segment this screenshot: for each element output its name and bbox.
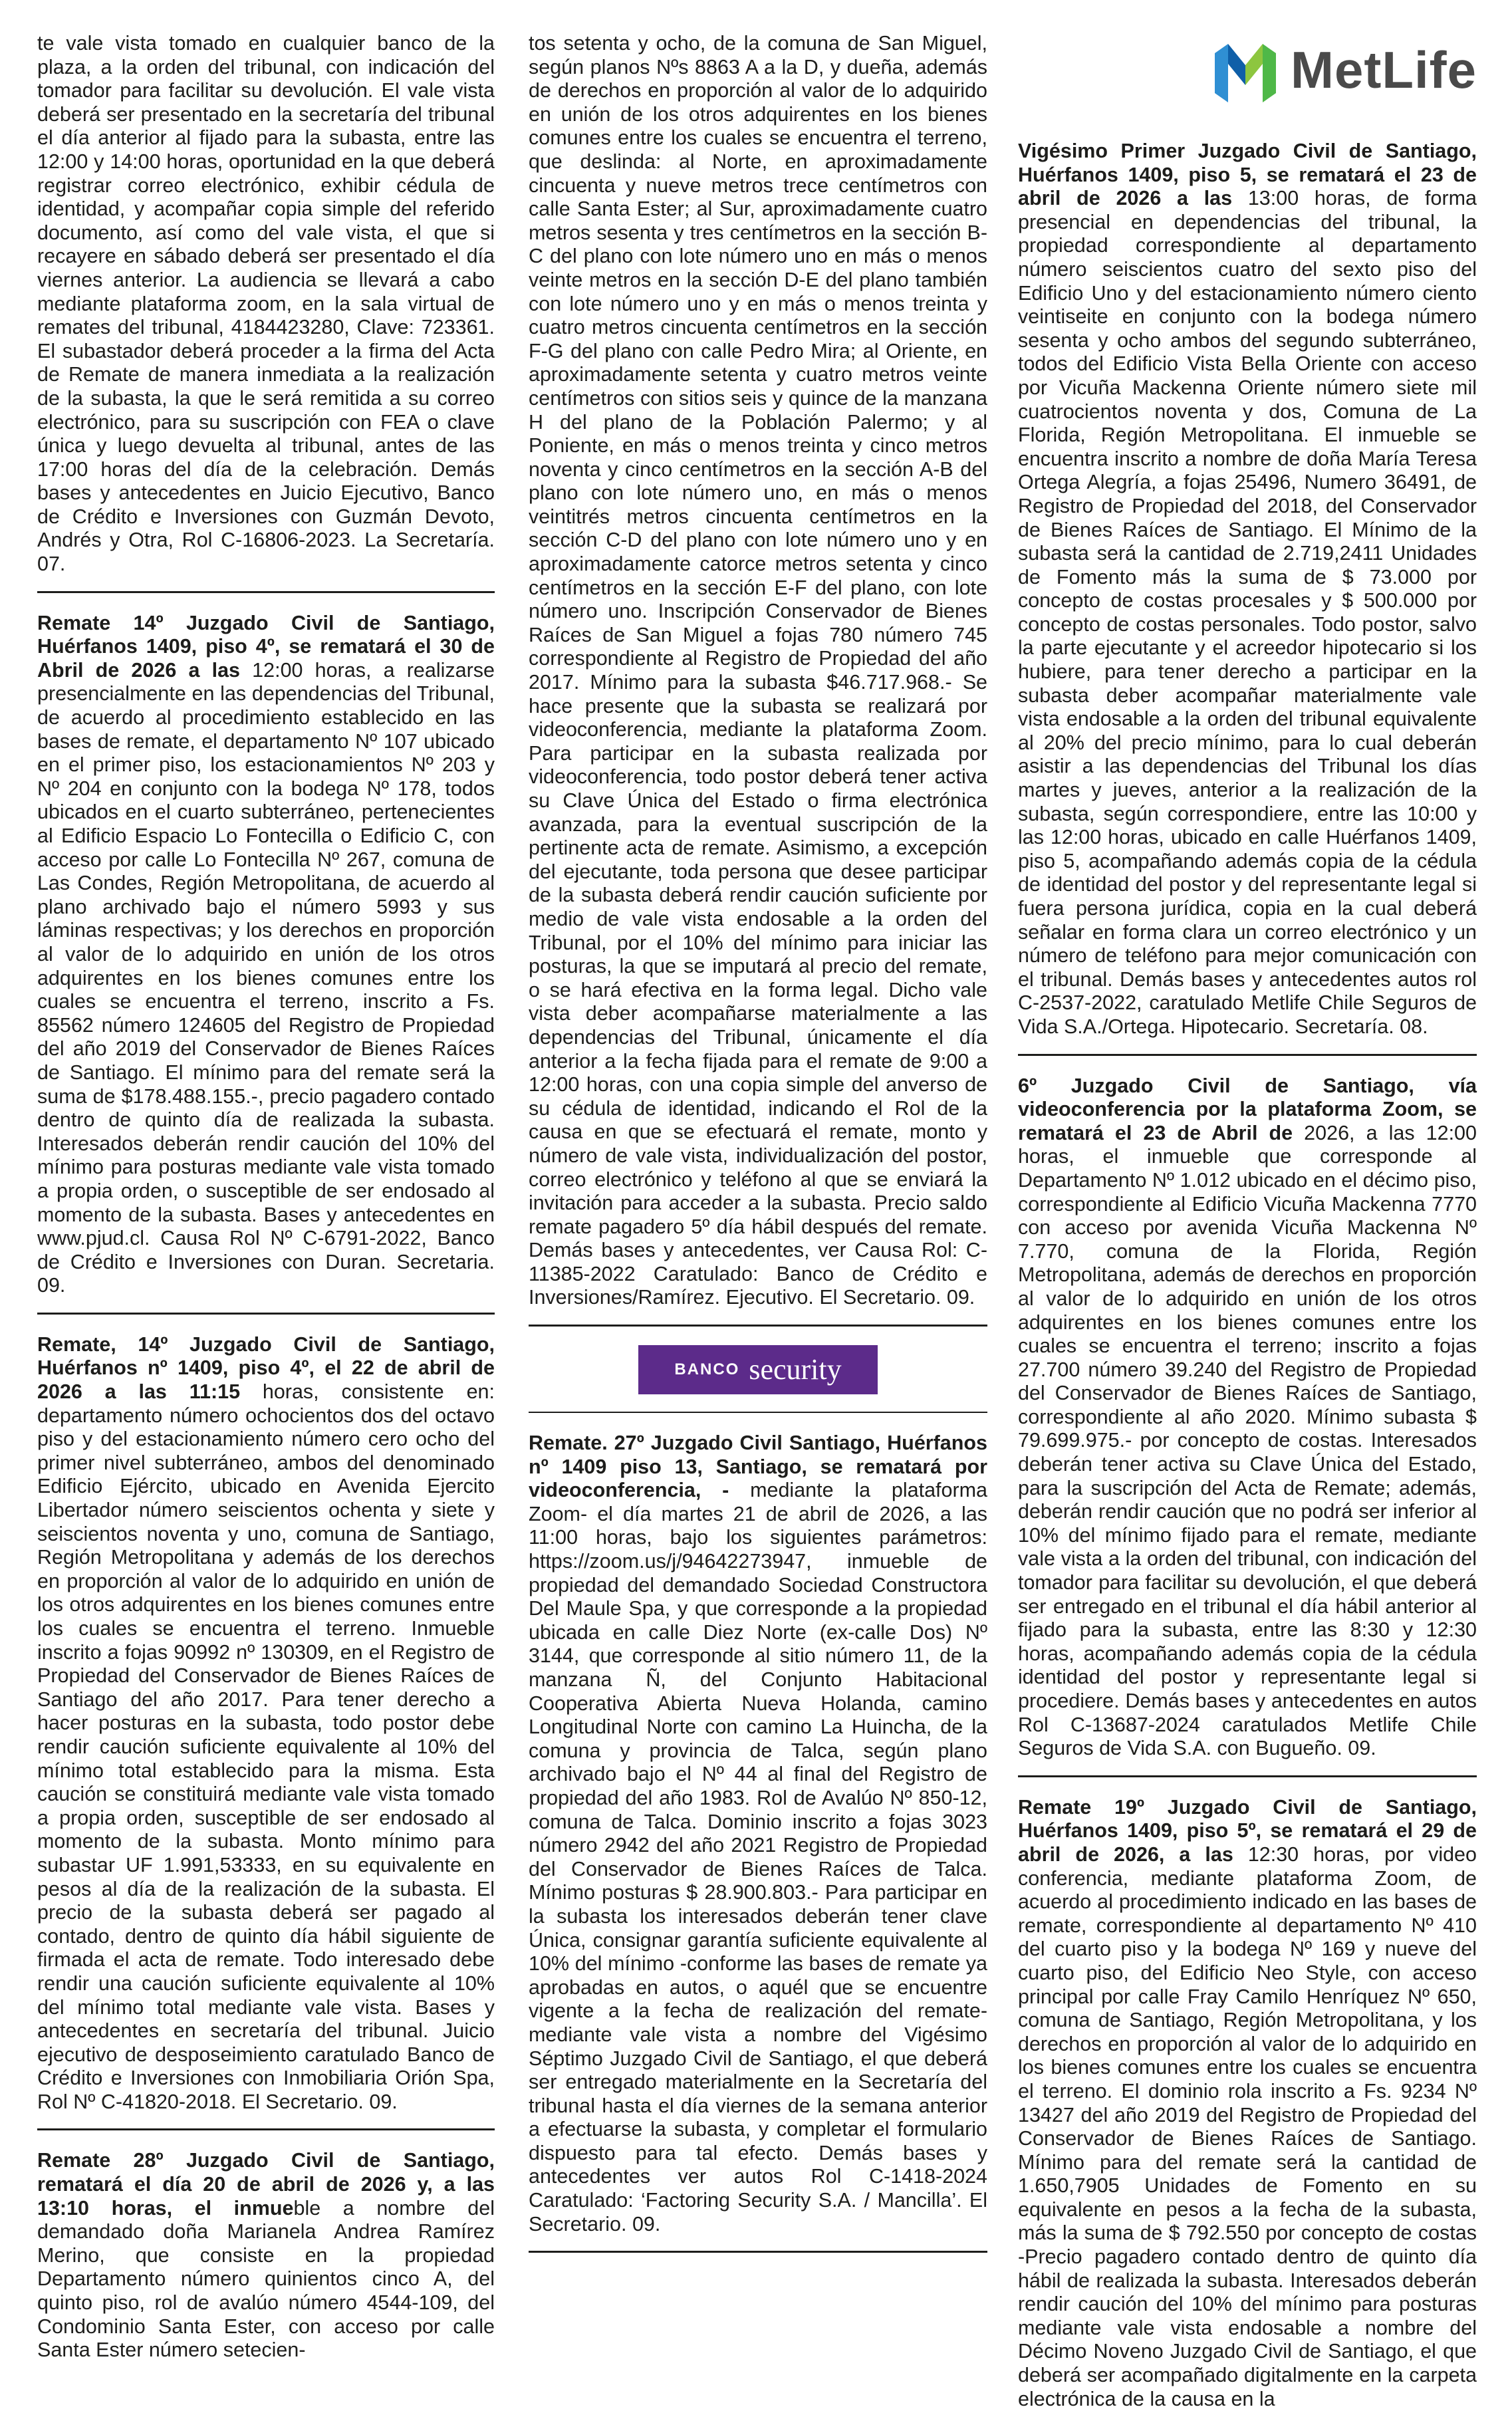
notice-continuation [529, 32, 987, 1310]
divider [529, 1325, 987, 1327]
notice-text: ble a nombre del demandado doña Marianela Andrea Ramírez Merino, que consiste en la propiedad Departamento número quinientos cinco A, del quinto piso, rol de avalúo número 4544-109, del Condominio Santa Ester, con acceso por calle Santa Ester número setecien- [37, 2196, 495, 2362]
notice-6-juzgado [1018, 1075, 1477, 1761]
divider [529, 1412, 987, 1413]
notice-text: 12:00 horas, a realizarse presencialmente en las dependencias del Tribunal, de acuerdo al procedimiento establecido en las bases de remate, el departamento Nº 107 ubicado en el primer piso, los estacionamientos Nº 203 y Nº 204 en conjunto con la bodega Nº 178, todos ubicados en el cuarto subterráneo, pertenecientes al Edificio Espacio Lo Fontecilla o Edificio C, con acceso por calle Lo Fontecilla Nº 267, comuna de Las Condes, Región Metropolitana, de acuerdo al plano archivado bajo el número 5993 y sus láminas respectivas; y los derechos en proporción al valor de lo adquirido en unión de los otros adquirentes en los bienes comunes entre los cuales se encuentra el terreno, inscrito a Fs. 85562 número 124605 del Registro de Propiedad del año 2019 del Conservador de Bienes Raíces de Santiago. El mínimo para del remate será la suma de $178.488.155.-, precio pagadero contado dentro de quinto día de realizada la subasta. Interesados deberán rendir caución del 10% del mínimo para posturas mediante vale vista tomado a propia orden, o susceptible de ser endosado al momento de la subasta. Bases y antecedentes en www.pjud.cl. Causa Rol Nº C-6791-2022, Banco de Crédito e Inversiones con Duran. Secretaria. 09. [37, 658, 495, 1297]
notice-remate-27-juzgado [529, 1432, 987, 2236]
logo-text-banco: BANCO [674, 1360, 740, 1379]
column-2 [529, 32, 987, 2271]
divider [1018, 1775, 1477, 1777]
notice-heading: Remate, 14º Juzgado Civil de Santiago, Huérfanos nº 1409, piso 4º, el 22 de abril de 2026 a las 11:15 [37, 1332, 495, 1404]
banco-security-logo [638, 1345, 878, 1394]
notice-remate-28-juzgado [37, 2149, 495, 2362]
notice-text: horas, consistente en: departamento número ochocientos dos del octavo piso y del estacionamiento número cero ocho del primer nivel subterráneo, ambos del denominado Edificio Ejército, ubicado en Avenida Ejercito Libertador número seiscientos ochenta y siete y seiscientos noventa y uno, comuna de Santiago, Región Metropolitana y además de los derechos en proporción al valor de lo adquirido en unión de los otros adquirentes en los bienes comunes entre los cuales se encuentra el terreno. Inmueble inscrito a fojas 90992 nº 130309, en el Registro de Propiedad del Conservador de Bienes Raíces de Santiago del año 2017. Para tener derecho a hacer posturas en la subasta, todo postor debe rendir caución suficiente equivalente al 10% del mínimo total establecido para la misma. Esta caución se constituirá mediante vale vista tomado a propia orden, susceptible de ser endosado al momento de la subasta. Monto mínimo para subastar UF 1.991,53333, en su equivalente en pesos al día de la realización de la subasta. El precio de la subasta deberá ser pagado al contado, dentro de quinto día hábil siguiente de firmada el acta de remate. Todo interesado debe rendir una caución suficiente equivalente al 10% del mínimo total mediante vale vista. Bases y antecedentes en secretaría del tribunal. Juicio ejecutivo de desposeimiento caratulado Banco de Crédito e Inversiones con Inmobiliaria Orión Spa, Rol Nº C-41820-2018. El Secretario. 09. [37, 1380, 495, 2113]
notice-heading: Remate 14º Juzgado Civil de Santiago, Huérfanos 1409, piso 4º, se rematará el 30 de Abril de 2026 a las [37, 611, 495, 682]
notice-text: 2026, a las 12:00 horas, el inmueble que corresponde al Departamento Nº 1.012 ubicado en el décimo piso, correspondiente al Edificio Vicuña Mackenna 7770 con acceso por avenida Vicuña Mackenna Nº 7.770, comuna de la Florida, Región Metropolitana, además de derechos en proporción al valor de lo adquirido en unión de los otros adquirentes en los bienes comunes entre los cuales se encuentra el terreno; inscrito a fojas 27.700 número 39.240 del Registro de Propiedad del Conservador de Bienes Raíces de Santiago, correspondiente al año 2020. Mínimo subasta $ 79.699.975.- por concepto de costas. Interesados deberán tener activa su Clave Única del Estado, para la suscripción del Acta de Remate; además, deberán rendir caución que no podrá ser inferior al 10% del mínimo fijado para el remate, mediante vale vista a la orden del tribunal, con indicación del tomador para facilitar su devolución, el que deberá ser entregado en el tribunal el día hábil anterior al fijado para la subasta, entre las 8:30 y 12:30 horas, acompañando además copia de la cédula identidad del postor y representante legal si procediere. Demás bases y antecedentes en autos Rol C-13687-2024 caratulados Metlife Chile Seguros de Vida S.A. con Bugueño. 09. [1018, 1121, 1477, 1760]
divider [529, 2251, 987, 2253]
divider [1018, 1054, 1477, 1056]
metlife-logo [1018, 28, 1477, 113]
column-1 [37, 32, 495, 2362]
column-3 [1018, 32, 1477, 2411]
metlife-m-icon [1215, 39, 1276, 102]
divider [37, 2128, 495, 2130]
notice-remate-14-juzgado-a [37, 612, 495, 1298]
notice-text: te vale vista tomado en cualquier banco de la plaza, a la orden del tribunal, con indicación del tomador para facilitar su devolución. El vale vista deberá ser presentado en la secretaría del tribunal el día anterior al fijado para la subasta, entre las 12:00 y 14:00 horas, oportunidad en la que deberá registrar correo electrónico, exhibir cédula de identidad, y acompañar copia simple del referido documento, así como del vale vista, el que si recayere en sábado deberá ser presentado el día viernes anterior. La audiencia se llevará a cabo mediante plataforma zoom, en la sala virtual de remates del tribunal, 4184423280, Clave: 723361. El subastador deberá proceder a la firma del Acta de Remate de manera inmediata a la realización de la subasta, la que le será remitida a su correo electrónico, para su suscripción con FEA o clave única y luego devuelta al tribunal, antes de las 17:00 horas del día de la celebración. Demás bases y antecedentes en Juicio Ejecutivo, Banco de Crédito e Inversiones con Guzmán Devoto, Andrés y Otra, Rol C-16806-2023. La Secretaría. 07. [37, 32, 495, 576]
notice-continuation [37, 32, 495, 576]
notice-heading: 6º Juzgado Civil de Santiago, vía videoconferencia por la plataforma Zoom, se rematará el 23 de Abril de [1018, 1074, 1477, 1144]
notice-text: 12:30 horas, por video conferencia, mediante plataforma Zoom, de acuerdo al procedimiento indicado en las bases de remate, correspondiente al departamento Nº 410 del cuarto piso y la bodega Nº 169 y nueve del cuarto piso, del Edificio Neo Style, con acceso principal por calle Fray Camilo Henríquez Nº 650, comuna de Santiago, Región Metropolitana, y los derechos en proporción al valor de lo adquirido en los bienes comunes entre los cuales se encuentra el terreno. El dominio rola inscrito a Fs. 9234 Nº 13427 del año 2019 del Registro de Propiedad del Conservador de Bienes Raíces de Santiago. Mínimo para del remate será la cantidad de 1.650,7905 Unidades de Fomento en su equivalente en pesos a la fecha de la subasta, más la suma de $ 792.550 por concepto de costas -Precio pagadero contado dentro de quinto día hábil de realizada la subasta. Interesados deberán rendir caución del 10% del mínimo para posturas mediante vale vista endosable a nombre del Décimo Noveno Juzgado Civil de Santiago, el que deberá ser acompañado digitalmente en la carpeta electrónica de la causa en la [1018, 1842, 1477, 2410]
notice-remate-14-juzgado-b [37, 1333, 495, 2114]
divider [37, 1313, 495, 1315]
metlife-wordmark: MetLife [1291, 41, 1477, 100]
notice-vigesimo-primer-juzgado [1018, 140, 1477, 1039]
notice-heading: Vigésimo Primer Juzgado Civil de Santiago, Huérfanos 1409, piso 5, se rematará el 23 de abril de 2026 a las [1018, 140, 1477, 210]
notice-heading: Remate. 27º Juzgado Civil Santiago, Huérfanos nº 1409 piso 13, Santiago, se rematará por videoconferencia, - [529, 1432, 987, 1502]
logo-text-security: security [749, 1353, 842, 1386]
notice-heading: Remate 19º Juzgado Civil de Santiago, Huérfanos 1409, piso 5º, se rematará el 29 de abril de 2026, a las [1018, 1795, 1477, 1866]
notice-text: 13:00 horas, de forma presencial en dependencias del tribunal, la propiedad correspondiente al departamento número seiscientos cuatro del sexto piso del Edificio Uno y del estacionamiento número ciento veintiseite en conjunto con la bodega número sesenta y ocho ambos del segundo subterráneo, todos del Edificio Vista Bella Oriente con acceso por Vicuña Mackenna Oriente número siete mil cuatrocientos noventa y dos, Comuna de La Florida, Región Metropolitana. El inmueble se encuentra inscrito a nombre de doña María Teresa Ortega Alegría, a fojas 25496, Numero 36491, de Registro de Propiedad del 2018, del Conservador de Bienes Raíces de Santiago. El Mínimo de la subasta será la cantidad de 2.719,2411 Unidades de Fomento más la suma de $ 73.000 por concepto de costas procesales y $ 500.000 por concepto de costas personales. Todo postor, salvo la parte ejecutante y el acreedor hipotecario si los hubiere, para tener derecho a participar en la subasta deber acompañar materialmente vale vista endosable a la orden del tribunal equivalente al 20% del precio mínimo, para lo cual deberán asistir a las dependencias del Tribunal los días martes y jueves, anterior a la realización de la subasta, según correspondiere, entre las 10:00 y las 12:00 horas, ubicado en calle Huérfanos 1409, piso 5, acompañando además copia de la cédula de identidad del postor y del representante legal si fuera persona jurídica, copia en la cual deberá señalar en forma clara un correo electrónico y un número de teléfono para mejor comunicación con el tribunal. Demás bases y antecedentes autos rol C-2537-2022, caratulado Metlife Chile Seguros de Vida S.A./Ortega. Hipotecario. Secretaría. 08. [1018, 187, 1477, 1038]
notice-text: tos setenta y ocho, de la comuna de San Miguel, según planos Nºs 8863 A a la D, y dueña, además de derechos en proporción al valor de lo adquirido en unión de los otros adquirentes en los bienes comunes entre los cuales se encuentra el terreno, que deslinda: al Norte, en aproximadamente cincuenta y nueve metros trece centímetros con calle Santa Ester; al Sur, aproximadamente cuatro metros sesenta y tres centímetros en la sección B-C del plano con lote número uno en más o menos veinte metros en la sección D-E del plano también con lote número uno y en más o menos treinta y cuatro metros cincuenta centímetros en la sección F-G del plano con calle Pedro Mira; al Oriente, en aproximadamente setenta y cuatro metros veinte centímetros con sitios seis y quince de la manzana H del plano de la Población Palermo; y al Poniente, en más o menos treinta y cinco metros noventa y cinco centímetros en la sección A-B del plano con lote número uno, en más o menos veintitrés metros cincuenta centímetros en la sección C-D del plano con lote número uno y en aproximadamente catorce metros setenta y cinco centímetros en la sección E-F del plano, con lote número uno. Inscripción Conservador de Bienes Raíces de San Miguel a fojas 780 número 745 correspondiente al Registro de Propiedad del año 2017. Mínimo para la subasta $46.717.968.- Se hace presente que la subasta se realizará por videoconferencia, mediante la plataforma Zoom. Para participar en la subasta realizada por videoconferencia, todo postor deberá tener activa su Clave Única del Estado o firma electrónica avanzada, para la eventual suscripción de la pertinente acta de remate. Asimismo, a excepción del ejecutante, toda persona que desee participar de la subasta deberá rendir caución suficiente por medio de vale vista endosable a la orden del Tribunal, por el 10% del mínimo para iniciar las posturas, la que se imputará al precio del remate, o se hará efectiva en la forma legal. Dicho vale vista deber acompañarse materialmente a las dependencias del Tribunal, únicamente el día anterior a la fecha fijada para el remate de 9:00 a 12:00 horas, con una copia simple del anverso de su cédula de identidad, indicando el Rol de la causa en que se efectuará el remate, monto y número de vale vista, individualización del postor, correo electrónico y teléfono al que se enviará la invitación para acceder a la subasta. Precio saldo remate pagadero 5º día hábil después del remate. Demás bases y antecedentes, ver Causa Rol: C-11385-2022 Caratulado: Banco de Crédito e Inversiones/Ramírez. Ejecutivo. El Secretario. 09. [529, 32, 987, 1309]
notice-remate-19-juzgado [1018, 1796, 1477, 2411]
divider [37, 591, 495, 593]
notice-heading: Remate 28º Juzgado Civil de Santiago, rematará el día 20 de abril de 2026 y, a las 13:10 horas, el inmue [37, 2149, 495, 2220]
notice-text: mediante la plataforma Zoom- el día martes 21 de abril de 2026, a las 11:00 horas, bajo los siguientes parámetros: https://zoom.us/j/94642273947, inmueble de propiedad del demandado Sociedad Constructora Del Maule Spa, y que corresponde a la propiedad ubicada en calle Diez Norte (ex-calle Dos) Nº 3144, que corresponde al sitio número 11, de la manzana Ñ, del Conjunto Habitacional Cooperativa Abierta Nueva Holanda, camino Longitudinal Norte con camino La Huincha, de la comuna y provincia de Talca, según plano archivado bajo el Nº 44 al final del Registro de propiedad del año 1983. Rol de Avalúo Nº 850-12, comuna de Talca. Dominio inscrito a fojas 3023 número 2942 del año 2021 Registro de Propiedad del Conservador de Bienes Raíces de Talca. Mínimo posturas $ 28.900.803.- Para participar en la subasta los interesados deberán tener clave Única, consignar garantía suficiente equivalente al 10% del mínimo -conforme las bases de remate ya aprobadas en autos, o aquél que se encuentre vigente a la fecha de realización del remate- mediante vale vista a nombre del Vigésimo Séptimo Juzgado Civil de Santiago, el que deberá ser entregado materialmente en la Secretaría del tribunal hasta el día viernes de la semana anterior a efectuarse la subasta, y completar el formulario dispuesto para tal efecto. Demás bases y antecedentes ver autos Rol C-1418-2024 Caratulado: ‘Factoring Security S.A. / Mancilla’. El Secretario. 09. [529, 1479, 987, 2235]
